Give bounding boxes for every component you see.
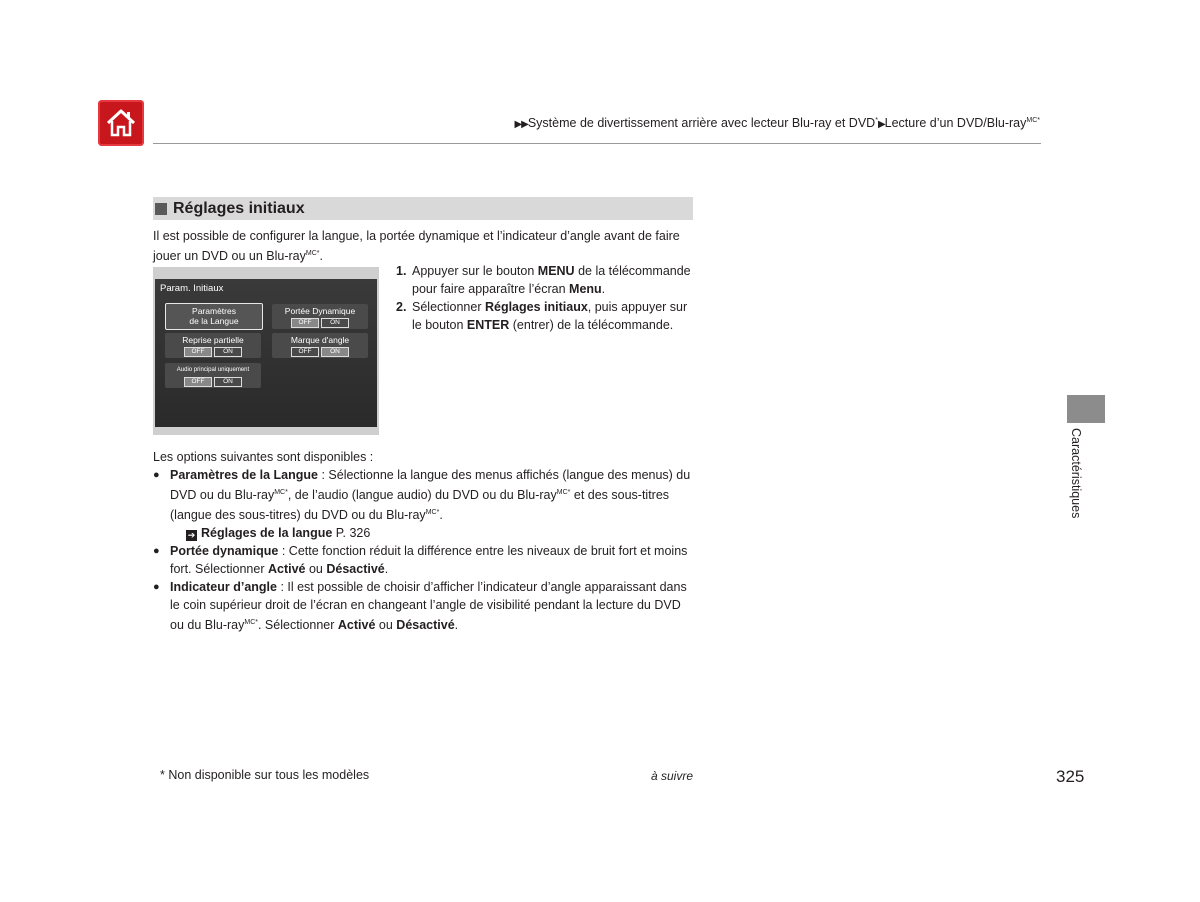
option-desc: ou [375, 618, 397, 633]
step-screen-name: Menu [569, 282, 602, 296]
screen-option-dynamic-range [272, 304, 368, 329]
screen-option-main-audio [165, 363, 261, 388]
value-off: Désactivé [396, 618, 455, 633]
option-label: de la Langue [189, 316, 239, 326]
option-label: Reprise partielle [182, 335, 244, 345]
screen-display [155, 279, 377, 427]
option-desc: . Sélectionner [257, 618, 338, 633]
step-text [412, 262, 696, 298]
step-text-part: . [601, 282, 606, 296]
bullet-icon: ● [153, 581, 160, 594]
list-item [153, 466, 698, 524]
option-desc: et des sous-titres (langue des sous-titres) du DVD ou du Blu-ray [170, 488, 670, 523]
list-item-text [170, 542, 698, 578]
section-title: Réglages initiaux [173, 199, 305, 217]
bullet-icon: ● [153, 545, 160, 558]
option-desc: . [384, 562, 389, 577]
screen-option-partial-resume [165, 333, 261, 358]
options-intro: Les options suivantes sont disponibles : [153, 450, 374, 464]
breadcrumb-sup: * [875, 116, 878, 124]
breadcrumb-sup: MC* [1026, 116, 1040, 124]
breadcrumb-link-system[interactable]: Système de divertissement arrière avec lecteur Blu-ray et DVD [527, 116, 876, 130]
step-text-part: (entrer) de la télécommande. [509, 318, 674, 332]
intro-sup: MC* [305, 250, 320, 257]
option-desc: : Sélectionne la langue des menus affichés (langue des menus) du DVD ou du Blu-ray [170, 468, 691, 503]
cross-reference-link[interactable] [153, 524, 698, 542]
option-label: Audio principal uniquement [176, 367, 250, 373]
section-heading [153, 197, 693, 220]
off-switch: OFF [291, 318, 319, 328]
option-label: Portée Dynamique [284, 306, 356, 316]
option-desc: , de l’audio (langue audio) du DVD ou du Blu-ray [287, 488, 557, 503]
xref-title: Réglages de la langue [201, 526, 333, 541]
step-number: 2. [396, 300, 407, 314]
sup-mark: MC* [244, 619, 258, 627]
on-switch: ON [321, 347, 349, 357]
chapter-tab[interactable] [1067, 395, 1105, 423]
on-switch: ON [321, 318, 349, 328]
step-number: 1. [396, 264, 407, 278]
on-switch: ON [214, 347, 242, 357]
list-item [153, 542, 698, 578]
option-desc: ou [305, 562, 327, 577]
option-term: Paramètres de la Langue [170, 468, 318, 482]
option-label: Paramètres [192, 306, 236, 316]
home-icon [104, 106, 138, 140]
sup-mark: MC* [556, 489, 571, 496]
step-item [396, 262, 696, 298]
value-off: Désactivé [326, 562, 385, 577]
option-label: Marque d'angle [290, 335, 350, 345]
options-list [153, 466, 698, 634]
page-number: 325 [1056, 767, 1085, 786]
option-term: Portée dynamique [170, 544, 279, 559]
breadcrumb-arrow-icon: ▶ [877, 119, 885, 130]
step-button-name: MENU [537, 264, 575, 278]
option-desc: . [439, 508, 443, 523]
option-term: Indicateur d’angle [170, 580, 277, 595]
off-switch: OFF [184, 377, 212, 387]
sup-mark: MC* [274, 489, 288, 496]
step-button-name: ENTER [466, 318, 510, 332]
breadcrumb-current: Lecture d’un DVD/Blu-ray [884, 116, 1027, 130]
list-item [153, 578, 698, 634]
continued-indicator: à suivre [651, 769, 694, 783]
option-desc: : Il est possible de choisir d’afficher l’indicateur d’angle apparaissant dans le coin supérieur droit de l’écran en changeant l’angle de visibilité pendant la lecture du DVD ou du Blu-ray [170, 580, 687, 633]
step-text [412, 298, 696, 334]
option-desc: : Cette fonction réduit la différence entre les niveaux de bruit fort et moins fort. Sélectionner [170, 544, 688, 577]
bullet-icon: ● [153, 469, 160, 481]
xref-page: P. 326 [332, 526, 371, 541]
list-item-text [170, 578, 698, 634]
step-text-part: Sélectionner [412, 300, 485, 314]
step-item [396, 298, 696, 334]
step-text-part: , puis appuyer sur le bouton [412, 300, 688, 332]
sup-mark: MC* [425, 509, 440, 517]
home-button[interactable] [98, 100, 144, 146]
screen-option-angle-mark [272, 333, 368, 358]
steps-list [396, 262, 696, 334]
intro-text: Il est possible de configurer la langue, la portée dynamique et l’indicateur d’angle avant de faire jouer un DVD ou un Blu-ray [153, 229, 680, 264]
off-switch: OFF [291, 347, 319, 357]
list-item-text [170, 466, 698, 524]
value-on: Activé [337, 618, 376, 633]
intro-paragraph [153, 227, 698, 265]
header-divider [153, 143, 1041, 144]
step-text-part: Appuyer sur le bouton [412, 264, 538, 278]
footnote: * Non disponible sur tous les modèles [160, 768, 370, 782]
step-text-part: de la télécommande pour faire apparaître l’écran [412, 264, 691, 296]
on-switch: ON [214, 377, 242, 387]
off-switch: OFF [184, 347, 212, 357]
screen-option-language [165, 303, 263, 330]
settings-screen-image [153, 267, 379, 435]
square-bullet-icon [155, 203, 167, 215]
option-desc: . [454, 618, 459, 633]
value-on: Activé [267, 562, 306, 577]
step-option-name: Réglages initiaux [484, 300, 588, 314]
breadcrumb-arrow-icon: ▶▶ [514, 119, 528, 130]
screen-title: Param. Initiaux [160, 283, 224, 294]
breadcrumb [514, 116, 1040, 130]
reference-arrow-icon: ➔ [187, 530, 196, 541]
intro-end: . [319, 249, 323, 264]
chapter-label: Caractéristiques [1069, 428, 1083, 519]
